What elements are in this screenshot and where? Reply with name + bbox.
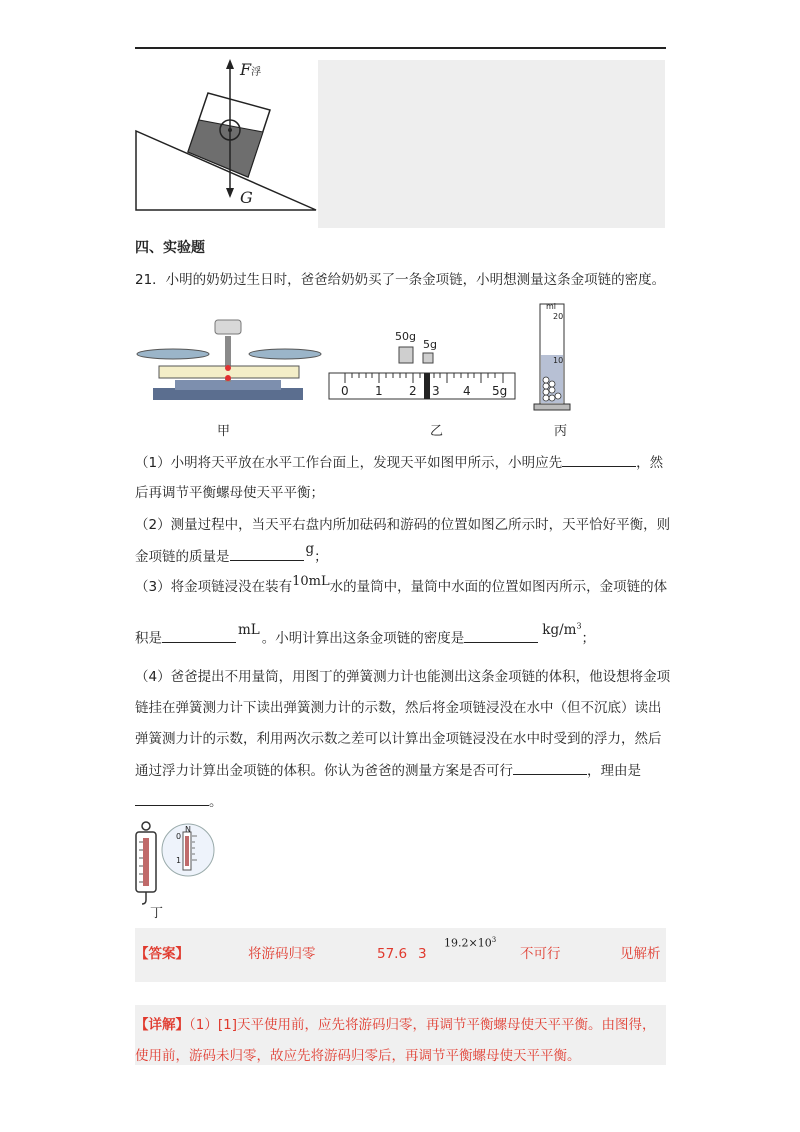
weight-50g-label: 50g	[395, 330, 416, 343]
pointer-mark-upper	[225, 365, 231, 371]
spring-unit-label: N	[185, 825, 191, 834]
answer-3: 3	[418, 946, 427, 962]
ruler-tick-0: 0	[341, 384, 349, 398]
figure-label-ding: 丁	[150, 906, 164, 921]
cylinder-tick-10: 10	[553, 356, 564, 365]
spring-tick-1: 1	[176, 856, 182, 865]
weights-ruler-figure-yi	[325, 325, 520, 405]
figure-background-panel	[318, 60, 665, 228]
balance-dial	[215, 320, 241, 334]
answer-blank-4[interactable]	[464, 628, 538, 643]
answer-5: 不可行	[520, 946, 561, 962]
part3-line2: 积是mL。小明计算出这条金项链的密度是$kg/m^3$；	[135, 621, 596, 647]
ruler-tick-5g: 5g	[492, 384, 508, 398]
top-rule	[135, 47, 666, 49]
balance-figure-jia	[135, 318, 325, 408]
cylinder-tick-20: 20	[553, 312, 564, 321]
weight-50g	[399, 347, 413, 363]
ruler-tick-3: 3	[432, 384, 440, 398]
answer-blank-1[interactable]	[562, 452, 636, 467]
answer-blank-5[interactable]	[513, 760, 587, 775]
scale-hook	[142, 892, 146, 904]
pointer-mark-lower	[225, 375, 231, 381]
scale-indicator	[143, 838, 149, 886]
part2-line2: 金项链的质量是 g；	[135, 541, 328, 565]
right-pan	[249, 349, 321, 359]
gravity-arrowhead	[226, 188, 234, 198]
weight-5g	[423, 353, 433, 363]
part4-line5: 。	[135, 791, 223, 812]
ruler-tick-4: 4	[463, 384, 471, 398]
answer-6: 见解析	[620, 946, 661, 962]
figure-label-yi: 乙	[430, 424, 444, 439]
part4-line1: （4）爸爸提出不用量筒，用图丁的弹簧测力计也能测出这条金项链的体积，他设想将金项	[135, 669, 671, 685]
question-stem: 21．小明的奶奶过生日时，爸爸给奶奶买了一条金项链，小明想测量这条金项链的密度。	[135, 272, 666, 288]
ruler-body	[329, 373, 515, 399]
liquid-in-container	[188, 120, 263, 177]
figure-label-bing: 丙	[554, 424, 568, 439]
part4-line3: 弹簧测力计的示数，利用两次示数之差可以计算出金项链浸没在水中时受到的浮力，然后	[135, 731, 662, 747]
answer-blank-2[interactable]	[230, 546, 304, 561]
part4-line4: 通过浮力计算出金项链的体积。你认为爸爸的测量方案是否可行 ，理由是	[135, 760, 641, 781]
answer-1: 将游码归零	[248, 946, 316, 962]
detail-line1: 【详解】（1）[1]天平使用前，应先将游码归零，再调节平衡螺母使天平平衡。由图得，	[135, 1017, 656, 1033]
density-unit: $kg/m^3$	[542, 621, 582, 638]
answer-4: $19.2\times 10^3$	[444, 936, 497, 950]
zoom-indicator	[185, 836, 189, 866]
cylinder-base	[534, 404, 570, 410]
part1-line2: 后再调节平衡螺母使天平平衡；	[135, 485, 324, 501]
ruler-tick-2: 2	[409, 384, 417, 398]
left-pan	[137, 349, 209, 359]
gravity-label: G	[240, 188, 253, 207]
weight-5g-label: 5g	[423, 338, 437, 351]
answer-blank-6[interactable]	[135, 791, 209, 806]
section-heading: 四、实验题	[135, 240, 205, 256]
cylinder-unit-label: ml	[546, 302, 557, 311]
ruler-tick-1: 1	[375, 384, 383, 398]
figure-label-jia: 甲	[217, 424, 231, 439]
part4-line2: 链挂在弹簧测力计下读出弹簧测力计的示数，然后将金项链浸没在水中（但不沉底）读出	[135, 700, 662, 716]
rider-slider	[424, 373, 430, 399]
detail-line2: 使用前，游码未归零，故应先将游码归零后，再调节平衡螺母使天平平衡。	[135, 1048, 581, 1064]
answer-blank-3[interactable]	[162, 628, 236, 643]
spring-tick-0: 0	[176, 832, 182, 841]
buoyancy-arrowhead	[226, 59, 234, 69]
part3-line1: （3）将金项链浸没在装有10mL水的量筒中，量筒中水面的位置如图丙所示，金项链的体	[135, 574, 668, 595]
part1-line1: （1）小明将天平放在水平工作台面上，发现天平如图甲所示，小明应先 ，然	[135, 452, 663, 473]
scale-top-ring	[142, 822, 150, 830]
incline-buoyancy-figure	[130, 55, 320, 215]
answer-label: 【答案】	[135, 946, 189, 962]
answer-2: 57.6	[377, 946, 408, 962]
part2-line1: （2）测量过程中，当天平右盘内所加砝码和游码的位置如图乙所示时，天平恰好平衡，则	[135, 517, 671, 533]
buoyancy-label: F浮	[240, 60, 262, 79]
